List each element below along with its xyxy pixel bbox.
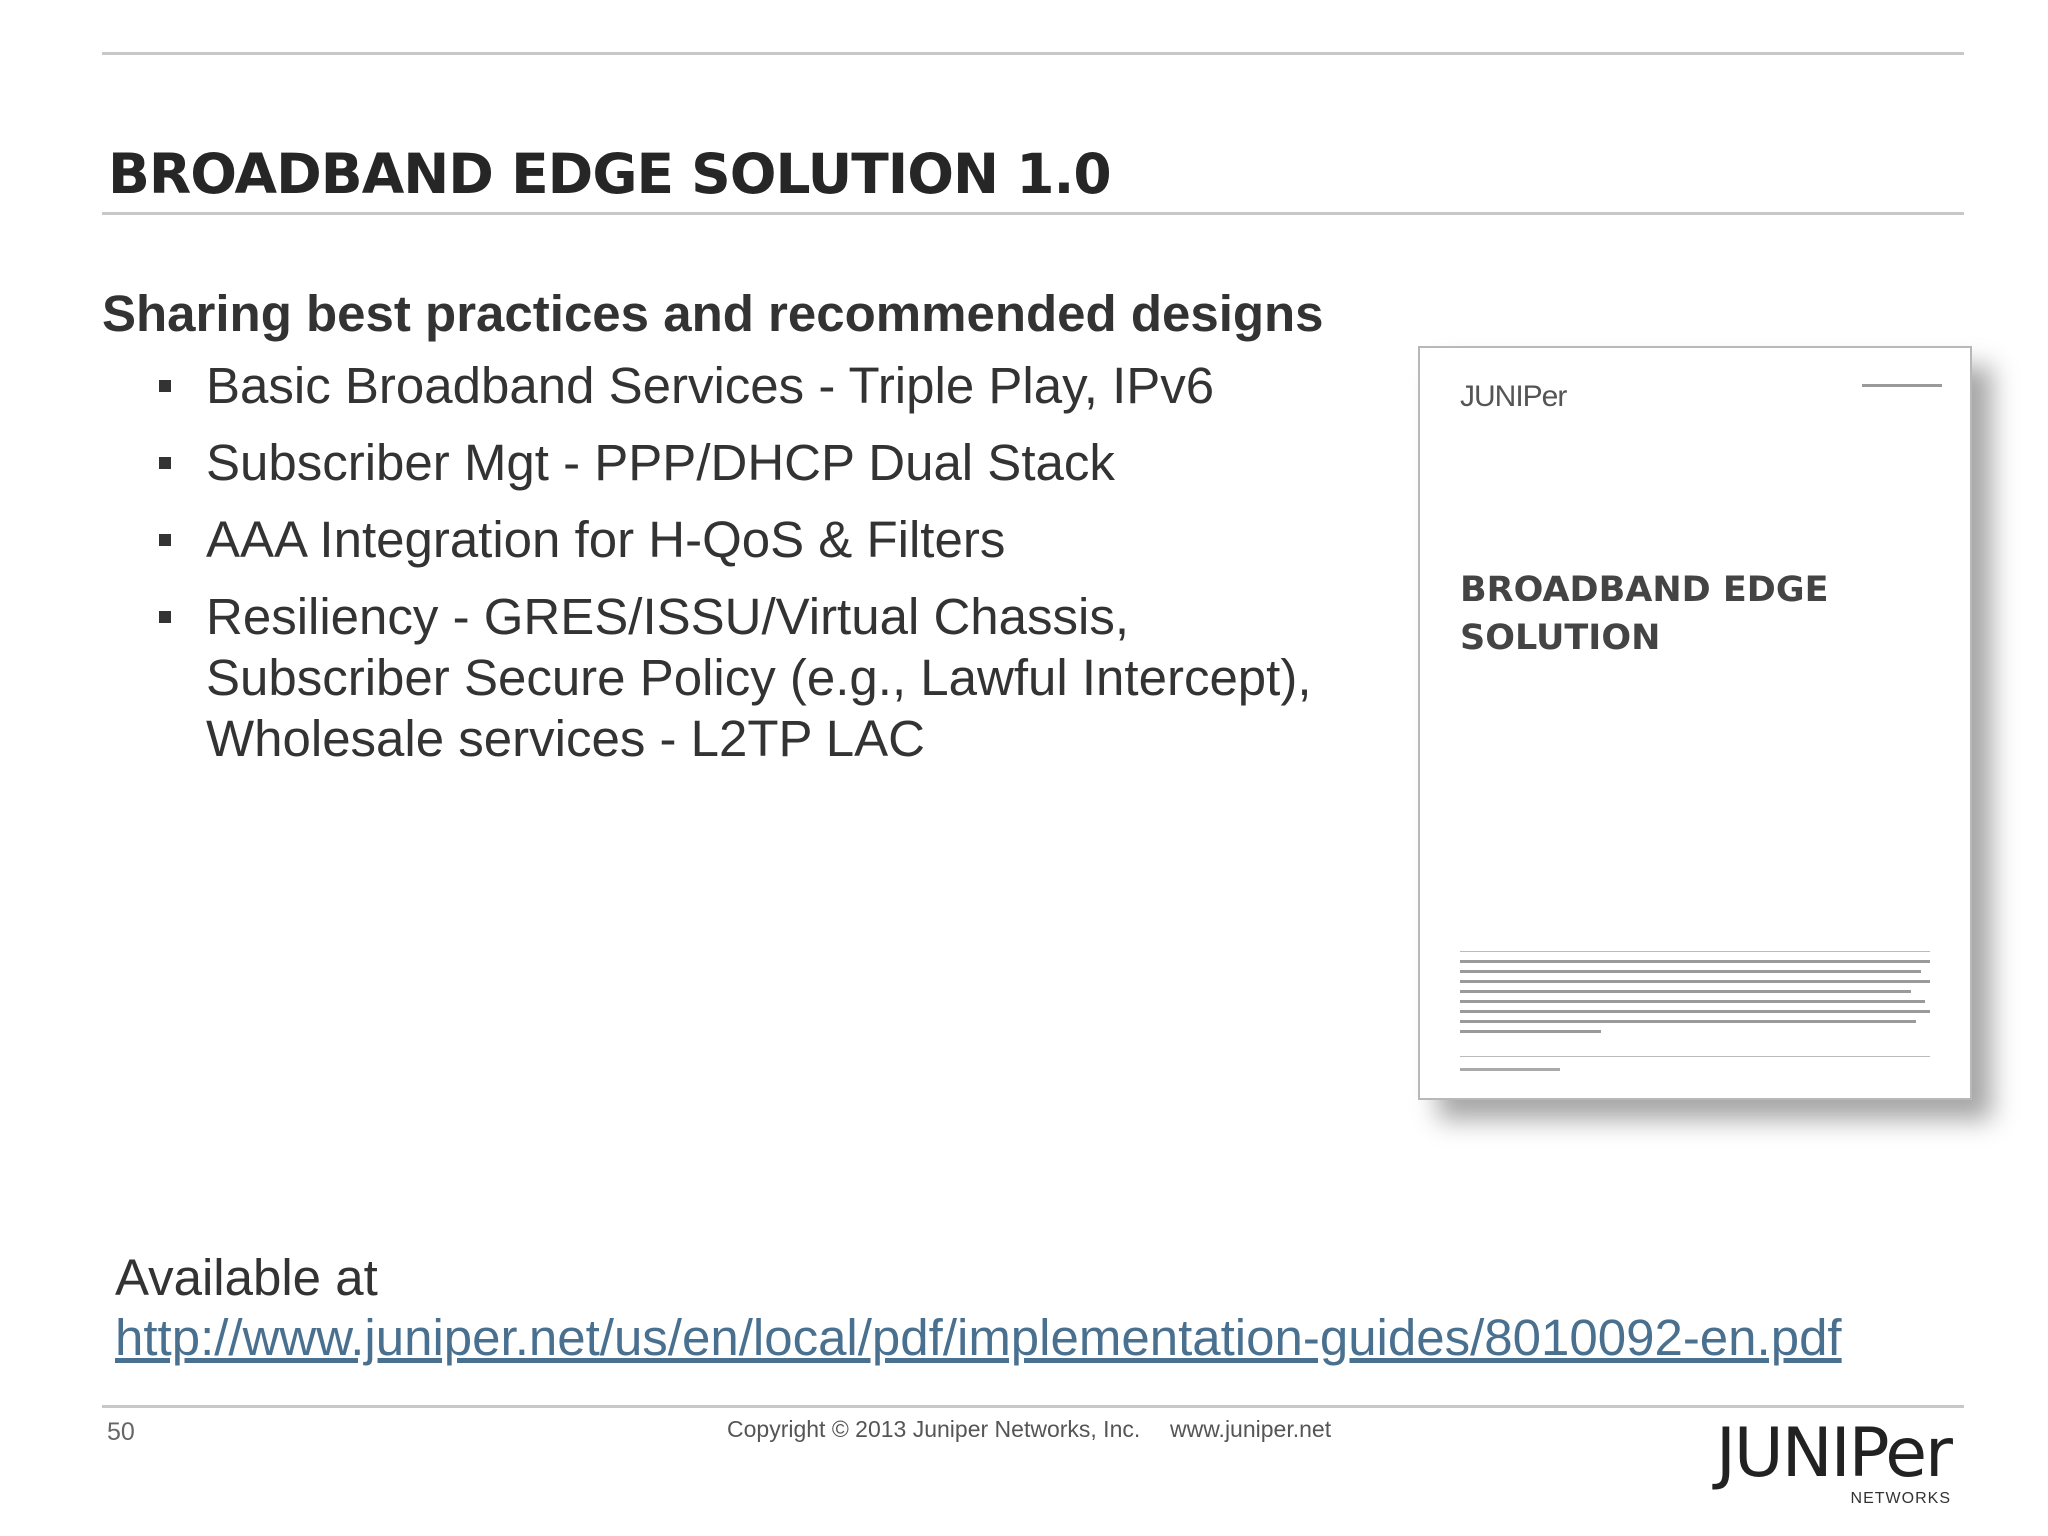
logo-wordmark: JUNIPer	[1715, 1414, 1951, 1493]
bullet-item	[150, 432, 1380, 493]
website-text: www.juniper.net	[1170, 1416, 1332, 1442]
doc-divider	[1460, 1056, 1930, 1057]
doc-title	[1460, 566, 1828, 662]
bullet-text: Subscriber Mgt - PPP/DHCP Dual Stack	[206, 434, 1115, 491]
bullet-item	[150, 586, 1380, 769]
juniper-logo-icon	[1703, 1410, 1963, 1510]
available-at-label: Available at	[115, 1249, 378, 1306]
doc-title-line: SOLUTION	[1460, 618, 1661, 658]
copyright-text: Copyright © 2013 Juniper Networks, Inc.	[727, 1416, 1141, 1442]
bullet-item	[150, 509, 1380, 570]
logo-subtext: NETWORKS	[1850, 1490, 1951, 1507]
square-bullet-icon	[159, 457, 171, 469]
bullet-text: Wholesale services - L2TP LAC	[206, 710, 926, 767]
page-number: 50	[107, 1418, 135, 1446]
doc-title-line: BROADBAND EDGE	[1460, 570, 1829, 610]
bullet-text: AAA Integration for H-QoS & Filters	[206, 511, 1006, 568]
doc-disclaimer-block	[1460, 960, 1930, 1040]
square-bullet-icon	[159, 534, 171, 546]
top-rule	[102, 52, 1964, 55]
bullet-list	[150, 355, 1380, 785]
doc-copyright-line	[1460, 1068, 1560, 1071]
bullet-item	[150, 355, 1380, 416]
title-rule	[102, 212, 1964, 215]
bullet-text: Resiliency - GRES/ISSU/Virtual Chassis,	[206, 588, 1130, 645]
square-bullet-icon	[159, 380, 171, 392]
doc-header-note	[1862, 384, 1942, 387]
doc-divider	[1460, 951, 1930, 952]
slide-title: BROADBAND EDGE SOLUTION 1.0	[108, 142, 1111, 206]
pdf-link[interactable]: http://www.juniper.net/us/en/local/pdf/implementation-guides/8010092-en.pdf	[115, 1309, 1842, 1366]
square-bullet-icon	[159, 611, 171, 623]
doc-juniper-logo-icon: JUNIPer	[1460, 380, 1567, 413]
bullet-text: Subscriber Secure Policy (e.g., Lawful Intercept),	[206, 649, 1312, 706]
document-cover-thumbnail	[1418, 346, 1972, 1100]
slide-subtitle: Sharing best practices and recommended designs	[102, 285, 1324, 342]
bullet-text: Basic Broadband Services - Triple Play, IPv6	[206, 357, 1215, 414]
footer-rule	[102, 1405, 1964, 1408]
